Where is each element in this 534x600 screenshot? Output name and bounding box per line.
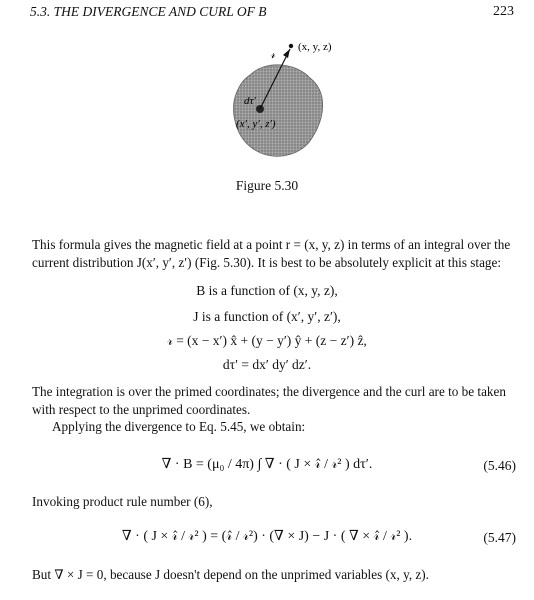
figure-caption: Figure 5.30	[235, 178, 299, 193]
paragraph-2-line-2: with respect to the unprimed coordinates.	[32, 401, 251, 417]
list-item-separation-vector: 𝓇 = (x − x′) x̂ + (y − y′) ŷ + (z − z′) ẑ,	[167, 333, 367, 348]
paragraph-2-line-1: The integration is over the primed coordinates; the divergence and the curl are to be taken	[32, 384, 506, 399]
page-number: 223	[493, 4, 514, 19]
paragraph-5: But ∇ × J = 0, because J doesn't depend on the unprimed variables (x, y, z).	[32, 567, 429, 582]
arrowhead	[283, 49, 290, 58]
paragraph-1-line-1: This formula gives the magnetic field at a point r = (x, y, z) in terms of an integral over the	[32, 237, 511, 252]
script-r-label: 𝓇	[270, 47, 276, 61]
running-header: 5.3. THE DIVERGENCE AND CURL OF B	[30, 4, 267, 19]
field-point-label: (x, y, z)	[298, 41, 332, 53]
list-item-b-function: B is a function of (x, y, z),	[196, 283, 338, 298]
equation-number-5-46: (5.46)	[483, 458, 516, 473]
list-item-volume-element: dτ′ = dx′ dy′ dz′.	[222, 357, 312, 372]
paragraph-1	[32, 236, 522, 271]
current-distribution-diagram	[210, 30, 350, 175]
figure-5-30	[210, 30, 350, 175]
list-item-j-function: J is a function of (x′, y′, z′),	[193, 309, 341, 324]
equation-5-46: ∇ · B = (μ₀ / 4π) ∫ ∇ · ( J × 𝓇̂ / 𝓇² ) dτ′.	[161, 457, 373, 472]
volume-element-label: dτ′	[244, 95, 256, 107]
paragraph-3: Applying the divergence to Eq. 5.45, we obtain:	[52, 419, 306, 434]
source-point-label: (x′, y′, z′)	[236, 118, 276, 130]
paragraph-4: Invoking product rule number (6),	[32, 494, 213, 509]
equation-5-47: ∇ · ( J × 𝓇̂ / 𝓇² ) = (𝓇̂ / 𝓇²) · (∇ × J) − J · ( ∇ × 𝓇̂ / 𝓇² ).	[121, 529, 413, 544]
equation-number-5-47: (5.47)	[483, 530, 516, 545]
current-region-blob	[234, 65, 323, 156]
paragraph-2	[32, 383, 522, 418]
paragraph-1-line-2: current distribution J(x′, y′, z′) (Fig. 5.30). It is best to be absolutely explicit at this stage:	[32, 254, 502, 270]
field-point-dot	[289, 44, 293, 48]
